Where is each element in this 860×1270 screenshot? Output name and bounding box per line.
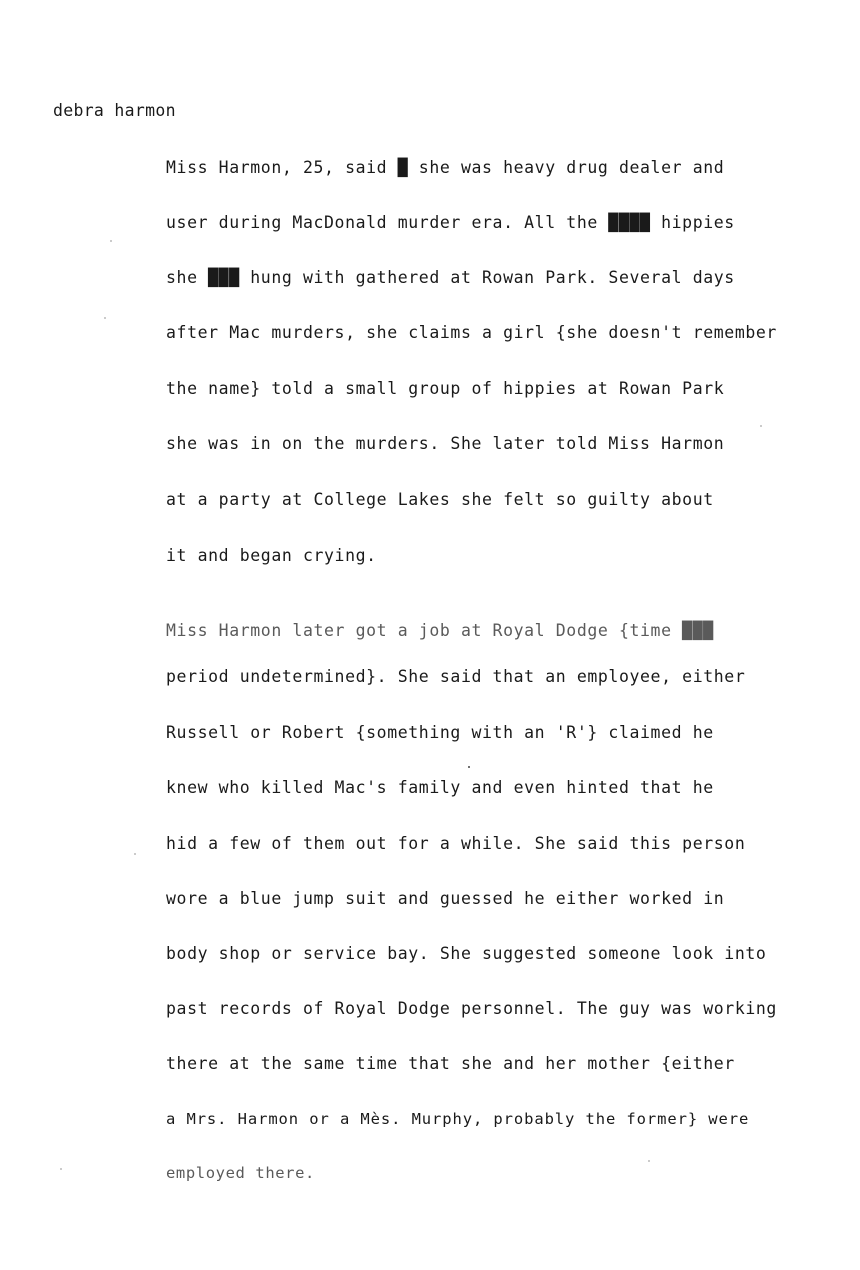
paragraph-2-line-9: there at the same time that she and her mother {either [166, 1054, 735, 1073]
paragraph-1-line-2: user during MacDonald murder era. All the ████ hippies [166, 213, 735, 232]
paragraph-2-line-3: Russell or Robert {something with an 'R'} claimed he [166, 723, 714, 742]
scan-speck [104, 317, 106, 319]
paragraph-2-line-11: employed there. [166, 1164, 315, 1182]
paragraph-1-line-1: Miss Harmon, 25, said █ she was heavy drug dealer and [166, 158, 725, 177]
scan-speck [134, 853, 136, 855]
paragraph-1-line-6: she was in on the murders. She later told Miss Harmon [166, 434, 725, 453]
scan-speck [760, 425, 762, 427]
paragraph-1-line-7: at a party at College Lakes she felt so guilty about [166, 490, 714, 509]
paragraph-2-line-10: a Mrs. Harmon or a Mès. Murphy, probably the former} were [166, 1110, 750, 1128]
scan-speck [110, 240, 112, 242]
paragraph-2-line-2: period undetermined}. She said that an employee, either [166, 667, 746, 686]
paragraph-2-line-7: body shop or service bay. She suggested someone look into [166, 944, 767, 963]
paragraph-1-line-3: she ███ hung with gathered at Rowan Park. Several days [166, 268, 735, 287]
scan-speck [648, 1160, 650, 1162]
paragraph-1-line-8: it and began crying. [166, 546, 377, 565]
paragraph-2-line-5: hid a few of them out for a while. She said this person [166, 834, 746, 853]
paragraph-2-line-4: knew who killed Mac's family and even hinted that he [166, 778, 714, 797]
scan-speck [60, 1168, 62, 1170]
paragraph-2-line-6: wore a blue jump suit and guessed he either worked in [166, 889, 725, 908]
paragraph-2-line-8: past records of Royal Dodge personnel. The guy was working [166, 999, 777, 1018]
paragraph-2-line-1: Miss Harmon later got a job at Royal Dodge {time ███ [166, 621, 714, 640]
document-heading: debra harmon [53, 101, 176, 120]
paragraph-1-line-5: the name} told a small group of hippies at Rowan Park [166, 379, 725, 398]
paragraph-1-line-4: after Mac murders, she claims a girl {she doesn't remember [166, 323, 777, 342]
scan-speck [468, 766, 470, 768]
